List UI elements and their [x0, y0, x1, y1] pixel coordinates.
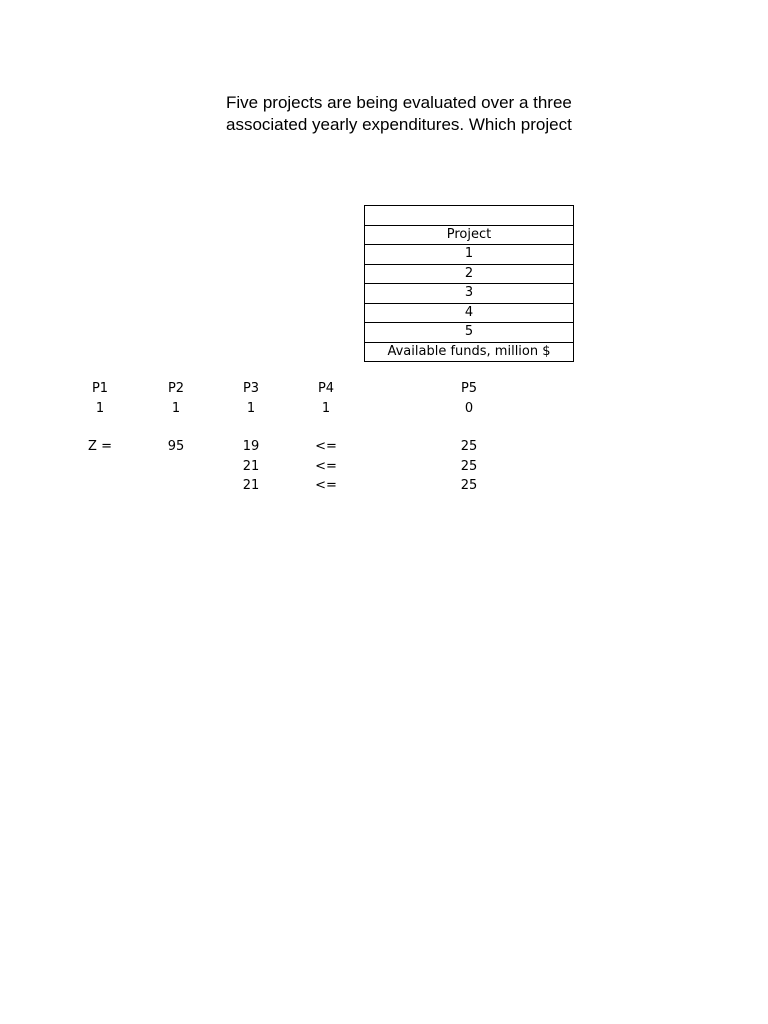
constraint-rhs: 25 — [460, 478, 478, 493]
constraint-rhs: 25 — [460, 439, 478, 454]
constraint-operator: <= — [315, 478, 337, 493]
table-cell-project: 5 — [365, 323, 574, 343]
var-value-p3: 1 — [246, 401, 256, 416]
problem-statement-clip — [0, 92, 574, 136]
table-row — [365, 245, 574, 265]
var-value-p2: 1 — [171, 401, 181, 416]
constraint-lhs: 21 — [242, 478, 260, 493]
constraint-operator: <= — [315, 459, 337, 474]
table-blank-header — [365, 206, 574, 226]
objective-value: 95 — [167, 439, 185, 454]
problem-statement-line-1: Five projects are being evaluated over a three — [226, 93, 572, 112]
var-header-p5: P5 — [460, 381, 478, 396]
table-row — [365, 206, 574, 226]
var-header-p2: P2 — [167, 381, 185, 396]
table-cell-project: 1 — [365, 245, 574, 265]
var-value-p1: 1 — [95, 401, 105, 416]
constraint-operator: <= — [315, 439, 337, 454]
table-header-project: Project — [365, 225, 574, 245]
problem-statement — [0, 92, 768, 136]
var-header-p3: P3 — [242, 381, 260, 396]
table-footer-funds: Available funds, million $ — [365, 342, 574, 362]
table-row — [365, 323, 574, 343]
constraint-lhs: 21 — [242, 459, 260, 474]
table-cell-project: 2 — [365, 264, 574, 284]
objective-label: Z = — [88, 439, 112, 454]
table-row — [365, 225, 574, 245]
table-row — [365, 264, 574, 284]
var-value-p4: 1 — [321, 401, 331, 416]
var-value-p5: 0 — [464, 401, 474, 416]
table-cell-project: 4 — [365, 303, 574, 323]
table-row — [365, 303, 574, 323]
table-row — [365, 284, 574, 304]
table-row — [365, 342, 574, 362]
problem-statement-line-2: associated yearly expenditures. Which project — [226, 115, 572, 134]
var-header-p1: P1 — [91, 381, 109, 396]
table-cell-project: 3 — [365, 284, 574, 304]
project-table — [364, 205, 574, 362]
constraint-rhs: 25 — [460, 459, 478, 474]
var-header-p4: P4 — [317, 381, 335, 396]
constraint-lhs: 19 — [242, 439, 260, 454]
